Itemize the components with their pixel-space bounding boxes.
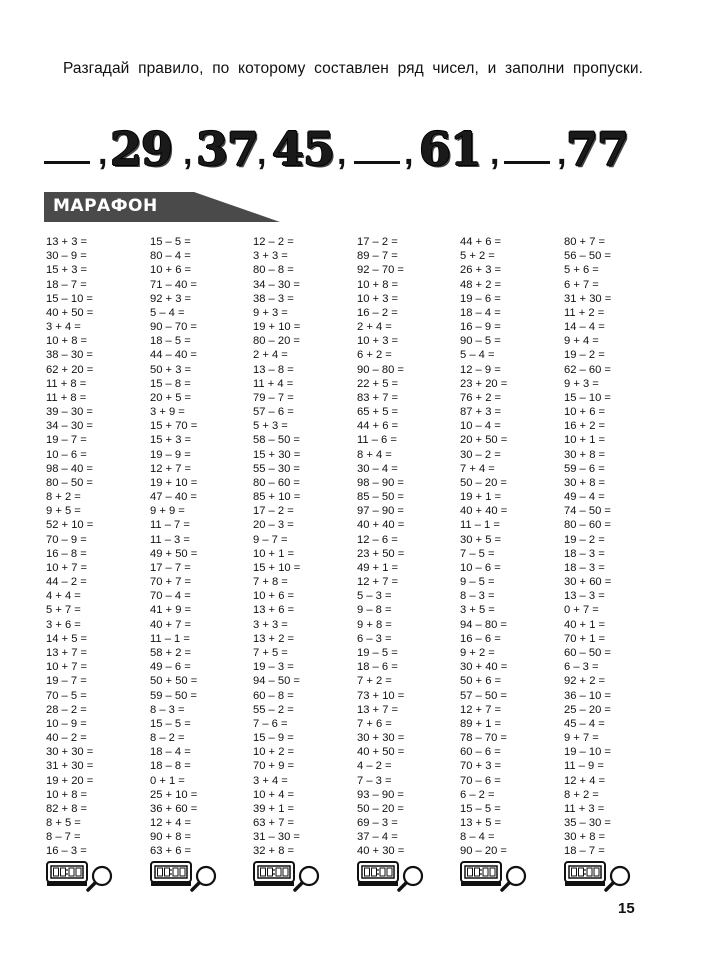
exercise-item: 82 + 8 = [46,802,88,815]
exercise-item: 13 – 3 = [564,590,605,603]
exercise-item: 70 – 9 = [46,533,87,546]
exercise-item: 59 – 6 = [564,462,605,475]
exercise-item: 6 + 2 = [357,349,392,362]
stopwatch-magnifier-icon [150,860,220,892]
sequence-number: 77 [566,122,629,176]
exercise-item: 40 – 2 = [46,732,87,745]
marathon-banner [44,192,280,222]
exercise-item: 30 – 9 = [46,250,87,263]
exercise-item: 8 – 2 = [150,732,185,745]
exercise-item: 19 – 10 = [564,746,611,759]
exercise-item: 3 + 3 = [253,618,288,631]
exercise-item: 5 + 3 = [253,420,288,433]
exercise-item: 80 – 8 = [253,264,294,277]
exercise-item: 15 – 5 = [150,236,191,248]
exercise-item: 11 – 7 = [150,519,190,532]
exercise-item: 20 + 5 = [150,391,192,404]
exercise-item: 15 – 5 = [150,717,191,730]
exercise-item: 11 + 3 = [564,802,605,815]
exercise-item: 50 + 3 = [150,363,192,376]
exercise-item: 40 + 40 = [357,519,405,532]
exercise-item: 63 + 7 = [253,817,295,830]
exercise-item: 40 + 7 = [150,618,192,631]
exercise-item: 50 + 6 = [460,675,502,688]
exercise-item: 10 + 3 = [357,335,399,348]
exercise-item: 19 + 10 = [150,476,198,489]
exercise-column [46,235,146,859]
exercise-item: 0 + 1 = [150,774,185,787]
instruction-text: Разгадай правило, по которому составлен ряд чисел, и заполни пропуски. [63,60,643,77]
exercise-item: 7 – 6 = [253,717,288,730]
exercise-item: 70 + 9 = [253,760,295,773]
stopwatch-magnifier-icon [253,860,323,892]
exercise-item: 19 – 7 = [46,434,87,447]
stopwatch-magnifier-icon [564,860,634,892]
exercise-item: 38 – 3 = [253,292,294,305]
exercise-item: 90 + 8 = [150,831,192,844]
exercise-item: 36 – 10 = [564,689,611,702]
exercise-item: 10 – 6 = [460,561,501,574]
exercise-item: 19 + 1 = [460,491,502,504]
exercise-item: 10 + 2 = [253,746,295,759]
exercise-item: 90 – 5 = [460,335,501,348]
exercise-item: 8 + 4 = [357,448,392,461]
exercise-item: 85 – 50 = [357,491,404,504]
exercise-item: 34 – 30 = [46,420,93,433]
stopwatch-magnifier-icon [460,860,530,892]
exercise-item: 70 – 4 = [150,590,191,603]
exercise-item: 20 + 50 = [460,434,508,447]
exercise-item: 15 – 5 = [460,802,501,815]
stopwatch-magnifier-icon [46,860,116,892]
sequence-comma: , [557,134,567,172]
exercise-item: 87 + 3 = [460,406,502,419]
exercise-column [150,235,250,859]
exercise-item: 23 + 20 = [460,377,508,390]
exercise-item: 7 + 4 = [460,462,495,475]
exercise-item: 52 + 10 = [46,519,94,532]
exercise-item: 5 + 7 = [46,604,81,617]
exercise-item: 25 – 20 = [564,703,611,716]
exercise-item: 9 + 2 = [460,646,495,659]
exercise-item: 15 + 70 = [150,420,198,433]
exercise-item: 9 + 4 = [564,335,599,348]
exercise-item: 10 + 8 = [46,335,88,348]
exercise-item: 5 – 4 = [460,349,495,362]
exercise-item: 70 + 7 = [150,576,192,589]
exercise-item: 58 – 50 = [253,434,300,447]
exercise-item: 70 – 6 = [460,774,501,787]
exercise-item: 40 + 40 = [460,505,508,518]
exercise-item: 56 – 50 = [564,250,611,263]
exercise-item: 80 + 7 = [564,236,606,248]
exercise-item: 10 + 6 = [564,406,606,419]
sequence-number: 29 [110,122,173,176]
exercise-item: 9 + 3 = [564,377,599,390]
exercise-item: 10 + 1 = [253,547,295,560]
exercise-item: 70 + 3 = [460,760,502,773]
sequence-number: 45 [272,122,335,176]
exercise-item: 0 + 7 = [564,604,599,617]
exercise-item: 16 – 8 = [46,547,87,560]
exercise-item: 60 – 50 = [564,646,611,659]
exercise-item: 98 – 90 = [357,476,404,489]
exercise-item: 8 – 7 = [46,831,81,844]
exercise-item: 9 + 5 = [46,505,81,518]
exercise-item: 10 – 4 = [460,420,501,433]
exercise-item: 15 – 9 = [253,732,294,745]
exercise-item: 16 – 9 = [460,321,501,334]
exercise-item: 6 + 7 = [564,278,599,291]
exercise-item: 11 + 8 = [46,391,87,404]
exercise-item: 9 + 3 = [253,306,288,319]
exercise-item: 57 – 6 = [253,406,294,419]
exercise-item: 11 – 1 = [460,519,500,532]
exercise-item: 49 + 50 = [150,547,198,560]
exercise-item: 8 + 5 = [46,817,81,830]
exercise-item: 18 – 3 = [564,561,605,574]
exercise-item: 6 – 3 = [564,661,599,674]
exercise-item: 13 + 5 = [460,817,502,830]
exercise-item: 50 + 50 = [150,675,198,688]
exercise-item: 38 – 30 = [46,349,93,362]
exercise-item: 90 – 20 = [460,845,507,858]
exercise-item: 13 + 7 = [357,703,399,716]
exercise-item: 49 – 4 = [564,491,605,504]
exercise-item: 40 + 30 = [357,845,405,858]
exercise-item: 15 – 10 = [564,391,611,404]
exercise-item: 35 – 30 = [564,817,611,830]
exercise-item: 23 + 50 = [357,547,405,560]
page-number: 15 [618,900,635,917]
exercise-item: 4 – 2 = [357,760,392,773]
exercise-item: 8 + 2 = [46,491,81,504]
exercise-item: 12 – 6 = [357,533,398,546]
exercise-item: 10 + 6 = [150,264,192,277]
exercise-item: 31 – 30 = [253,831,300,844]
exercise-column [357,235,457,859]
exercise-item: 49 + 1 = [357,561,399,574]
exercise-item: 13 + 6 = [253,604,295,617]
exercise-item: 97 – 90 = [357,505,404,518]
exercise-item: 98 – 40 = [46,462,93,475]
exercise-item: 11 + 8 = [46,377,87,390]
exercise-item: 41 + 9 = [150,604,192,617]
exercise-item: 5 – 3 = [357,590,392,603]
exercise-item: 13 – 8 = [253,363,294,376]
sequence-comma: , [257,134,267,172]
exercise-item: 3 + 5 = [460,604,495,617]
exercise-item: 71 – 40 = [150,278,197,291]
exercise-item: 9 – 7 = [253,533,288,546]
exercise-item: 5 + 6 = [564,264,599,277]
exercise-item: 11 – 9 = [564,760,604,773]
exercise-item: 58 + 2 = [150,646,192,659]
banner-title: МАРАФОН [53,196,158,216]
sequence-comma: , [337,134,347,172]
exercise-item: 30 + 60 = [564,576,612,589]
exercise-item: 34 – 30 = [253,278,300,291]
exercise-item: 69 – 3 = [357,817,398,830]
exercise-item: 13 + 7 = [46,646,88,659]
exercise-item: 55 – 30 = [253,462,300,475]
exercise-item: 13 + 3 = [46,236,88,248]
exercise-item: 30 – 4 = [357,462,398,475]
exercise-item: 2 + 4 = [357,321,392,334]
exercise-item: 11 + 4 = [253,377,294,390]
exercise-item: 62 – 60 = [564,363,611,376]
exercise-item: 44 – 40 = [150,349,197,362]
exercise-item: 90 – 80 = [357,363,404,376]
exercise-item: 79 – 7 = [253,391,294,404]
exercise-item: 9 + 8 = [357,618,392,631]
sequence-number: 61 [419,122,482,176]
answer-blank[interactable] [44,160,90,164]
exercise-item: 4 + 4 = [46,590,81,603]
exercise-item: 7 + 2 = [357,675,392,688]
exercise-item: 12 + 7 = [150,462,192,475]
exercise-item: 18 – 3 = [564,547,605,560]
exercise-item: 80 – 4 = [150,250,191,263]
exercise-item: 47 – 40 = [150,491,197,504]
stopwatch-magnifier-icon [357,860,427,892]
exercise-item: 3 + 6 = [46,618,81,631]
exercise-item: 19 – 5 = [357,646,398,659]
exercise-item: 19 – 2 = [564,533,605,546]
sequence-comma: , [98,134,108,172]
exercise-item: 9 – 5 = [460,576,495,589]
exercise-item: 40 + 50 = [46,306,94,319]
exercise-item: 14 + 5 = [46,632,88,645]
number-sequence [44,112,644,176]
exercise-item: 16 + 2 = [564,420,606,433]
exercise-item: 11 + 2 = [564,306,605,319]
exercise-item: 15 + 3 = [150,434,192,447]
exercise-column [253,235,353,859]
exercise-item: 14 – 4 = [564,321,605,334]
exercise-item: 92 + 2 = [564,675,606,688]
exercise-item: 10 + 6 = [253,590,295,603]
exercise-item: 80 – 20 = [253,335,300,348]
exercise-item: 18 – 7 = [46,278,87,291]
exercise-item: 76 + 2 = [460,391,502,404]
exercise-item: 50 – 20 = [357,802,404,815]
exercise-item: 15 – 10 = [46,292,93,305]
exercise-item: 83 + 7 = [357,391,399,404]
exercise-item: 37 – 4 = [357,831,398,844]
exercise-item: 30 + 40 = [460,661,508,674]
exercise-item: 94 – 80 = [460,618,507,631]
exercise-item: 90 – 70 = [150,321,197,334]
exercise-item: 19 – 7 = [46,675,87,688]
exercise-item: 7 – 3 = [357,774,392,787]
exercise-item: 11 – 6 = [357,434,397,447]
exercise-item: 12 + 7 = [460,703,502,716]
exercise-item: 65 + 5 = [357,406,399,419]
exercise-item: 94 – 50 = [253,675,300,688]
exercise-item: 36 + 60 = [150,802,198,815]
answer-blank[interactable] [504,160,550,164]
exercise-item: 6 – 3 = [357,632,392,645]
exercise-item: 3 + 3 = [253,250,288,263]
exercise-item: 10 + 1 = [564,434,606,447]
answer-blank[interactable] [354,160,400,164]
exercise-item: 12 – 2 = [253,236,294,248]
sequence-number: 37 [196,122,259,176]
exercise-item: 55 – 2 = [253,703,294,716]
exercise-item: 31 + 30 = [564,292,612,305]
exercise-item: 60 – 6 = [460,746,501,759]
exercise-item: 12 – 9 = [460,363,501,376]
exercise-item: 11 – 3 = [150,533,190,546]
exercise-item: 10 + 8 = [46,788,88,801]
exercise-item: 10 – 6 = [46,448,87,461]
exercise-item: 17 – 2 = [357,236,398,248]
exercise-item: 30 + 8 = [564,831,606,844]
exercise-item: 10 + 3 = [357,292,399,305]
exercise-item: 45 – 4 = [564,717,605,730]
exercise-item: 9 + 9 = [150,505,185,518]
exercise-item: 7 – 5 = [460,547,495,560]
exercise-item: 40 + 50 = [357,746,405,759]
exercise-item: 19 – 3 = [253,661,294,674]
exercise-item: 13 + 2 = [253,632,295,645]
exercise-item: 19 – 9 = [150,448,191,461]
exercise-item: 18 – 4 = [460,306,501,319]
exercise-item: 39 + 1 = [253,802,295,815]
exercise-item: 7 + 8 = [253,576,288,589]
exercise-item: 11 – 1 = [150,632,190,645]
exercise-item: 70 + 1 = [564,632,606,645]
exercise-item: 18 – 6 = [357,661,398,674]
exercise-item: 12 + 7 = [357,576,399,589]
exercise-item: 6 – 2 = [460,788,495,801]
exercise-item: 26 + 3 = [460,264,502,277]
exercise-item: 50 – 20 = [460,476,507,489]
exercise-item: 80 – 50 = [46,476,93,489]
exercise-item: 17 – 2 = [253,505,294,518]
exercise-item: 30 + 5 = [460,533,502,546]
exercise-item: 8 – 3 = [150,703,185,716]
exercise-item: 39 – 30 = [46,406,93,419]
exercise-item: 7 + 6 = [357,717,392,730]
exercise-item: 89 – 7 = [357,250,398,263]
exercise-item: 73 + 10 = [357,689,405,702]
exercise-item: 70 – 5 = [46,689,87,702]
sequence-comma: , [404,134,414,172]
exercise-item: 3 + 4 = [253,774,288,787]
exercise-item: 57 – 50 = [460,689,507,702]
exercise-item: 28 – 2 = [46,703,87,716]
exercise-item: 15 + 10 = [253,561,301,574]
exercise-item: 12 + 4 = [150,817,192,830]
exercise-item: 10 + 7 = [46,561,88,574]
exercise-item: 74 – 50 = [564,505,611,518]
exercise-item: 15 – 8 = [150,377,191,390]
exercise-item: 80 – 60 = [564,519,611,532]
exercise-item: 22 + 5 = [357,377,399,390]
exercise-item: 9 + 7 = [564,732,599,745]
exercise-item: 44 + 6 = [357,420,399,433]
exercise-item: 31 + 30 = [46,760,94,773]
exercise-item: 92 + 3 = [150,292,192,305]
exercise-column [564,235,664,859]
exercise-item: 8 + 2 = [564,788,599,801]
exercise-item: 19 – 2 = [564,349,605,362]
exercise-item: 63 + 6 = [150,845,192,858]
exercise-item: 19 + 10 = [253,321,301,334]
exercise-item: 93 – 90 = [357,788,404,801]
exercise-item: 3 + 4 = [46,321,81,334]
exercise-item: 15 + 3 = [46,264,88,277]
exercise-item: 18 – 4 = [150,746,191,759]
exercise-item: 12 + 4 = [564,774,606,787]
exercise-item: 30 + 30 = [357,732,405,745]
exercise-item: 30 + 8 = [564,476,606,489]
exercise-item: 49 – 6 = [150,661,191,674]
exercise-item: 92 – 70 = [357,264,404,277]
exercise-item: 30 + 8 = [564,448,606,461]
exercise-item: 5 – 4 = [150,306,185,319]
exercise-item: 9 – 8 = [357,604,392,617]
exercise-item: 19 – 6 = [460,292,501,305]
exercise-item: 15 + 30 = [253,448,301,461]
exercise-item: 25 + 10 = [150,788,198,801]
exercise-item: 44 – 2 = [46,576,87,589]
exercise-item: 85 + 10 = [253,491,301,504]
exercise-item: 80 – 60 = [253,476,300,489]
exercise-item: 60 – 8 = [253,689,294,702]
exercise-item: 40 + 1 = [564,618,606,631]
exercise-item: 78 – 70 = [460,732,507,745]
exercise-item: 17 – 7 = [150,561,191,574]
sequence-comma: , [490,134,500,172]
exercise-item: 89 + 1 = [460,717,502,730]
exercise-item: 32 + 8 = [253,845,295,858]
sequence-comma: , [183,134,193,172]
exercise-column [460,235,560,859]
exercise-item: 10 + 8 = [357,278,399,291]
exercise-item: 62 + 20 = [46,363,94,376]
exercise-item: 19 + 20 = [46,774,94,787]
exercise-item: 10 + 4 = [253,788,295,801]
exercise-item: 16 – 3 = [46,845,87,858]
exercise-item: 44 + 6 = [460,236,502,248]
exercise-item: 48 + 2 = [460,278,502,291]
exercise-item: 7 + 5 = [253,646,288,659]
exercise-item: 16 – 6 = [460,632,501,645]
exercise-item: 30 – 2 = [460,448,501,461]
exercise-item: 30 + 30 = [46,746,94,759]
exercise-item: 18 – 7 = [564,845,605,858]
exercise-item: 18 – 5 = [150,335,191,348]
exercise-item: 5 + 2 = [460,250,495,263]
exercise-item: 18 – 8 = [150,760,191,773]
exercise-item: 8 – 4 = [460,831,495,844]
exercise-item: 3 + 9 = [150,406,185,419]
exercise-item: 10 – 9 = [46,717,87,730]
exercise-item: 2 + 4 = [253,349,288,362]
exercise-item: 16 – 2 = [357,306,398,319]
exercise-item: 10 + 7 = [46,661,88,674]
exercise-item: 20 – 3 = [253,519,294,532]
exercise-item: 8 – 3 = [460,590,495,603]
exercise-item: 59 – 50 = [150,689,197,702]
